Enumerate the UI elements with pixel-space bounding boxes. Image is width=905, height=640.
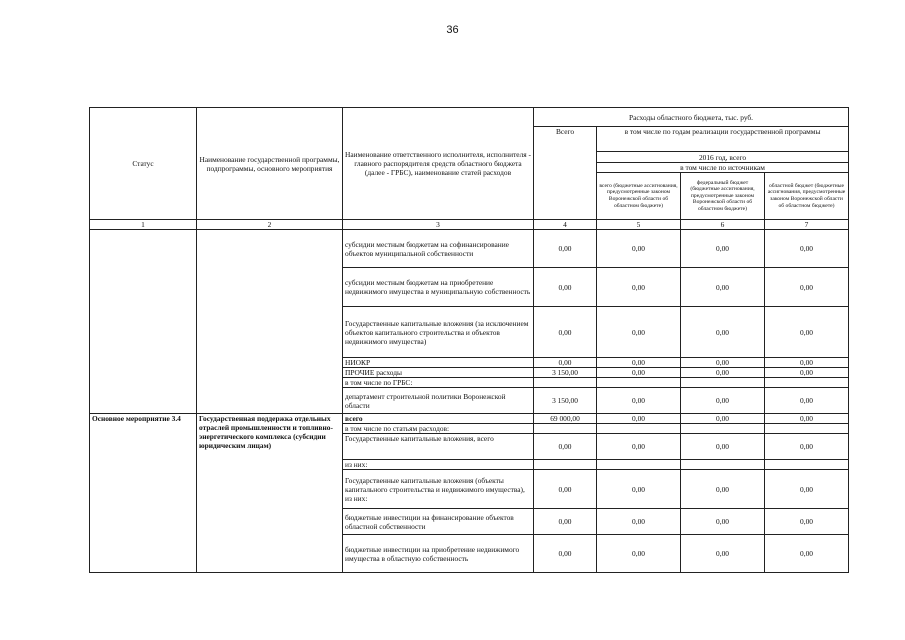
row-label: всего	[343, 414, 534, 424]
value-total: 0,00	[534, 268, 597, 307]
row-label: в том числе по статьям расходов:	[343, 424, 534, 434]
value-regional: 0,00	[765, 230, 849, 268]
value-regional	[765, 460, 849, 470]
value-regional	[765, 424, 849, 434]
value-all-sources: 0,00	[597, 434, 681, 460]
value-federal: 0,00	[681, 307, 765, 358]
header-src-federal: федеральный бюджет (бюджетные ассигнования, предусмотренные законом Воронежской области об областном бюджете)	[681, 173, 765, 220]
value-regional: 0,00	[765, 388, 849, 414]
value-total: 0,00	[534, 470, 597, 509]
value-federal: 0,00	[681, 368, 765, 378]
value-regional: 0,00	[765, 358, 849, 368]
header-row-1	[90, 108, 849, 127]
value-federal: 0,00	[681, 470, 765, 509]
value-total: 0,00	[534, 434, 597, 460]
row-label: Государственные капитальные вложения, всего	[343, 434, 534, 460]
value-total: 0,00	[534, 307, 597, 358]
row-label: Государственные капитальные вложения (за исключением объектов капитального строительства и объектов недвижимого имущества)	[343, 307, 534, 358]
value-all-sources: 0,00	[597, 535, 681, 573]
header-year: 2016 год, всего	[597, 152, 849, 163]
value-federal: 0,00	[681, 414, 765, 424]
table-row	[90, 230, 849, 268]
row-label: департамент строительной политики Воронежской области	[343, 388, 534, 414]
header-executor: Наименование ответственного исполнителя, исполнителя - главного распорядителя средств областного бюджета (далее - ГРБС), наименование статей расходов	[343, 108, 534, 220]
col-number: 4	[534, 220, 597, 230]
row-label: из них:	[343, 460, 534, 470]
header-by-sources: в том числе по источникам	[597, 163, 849, 173]
row-label: субсидии местным бюджетам на приобретение недвижимого имущества в муниципальную собственность	[343, 268, 534, 307]
measure-name: Государственная поддержка отдельных отраслей промышленности и топливно-энергетического комплекса (субсидии юридическим лицам)	[197, 414, 343, 573]
value-all-sources: 0,00	[597, 509, 681, 535]
row-label: бюджетные инвестиции на приобретение недвижимого имущества в областную собственность	[343, 535, 534, 573]
value-all-sources: 0,00	[597, 368, 681, 378]
header-expenses: Расходы областного бюджета, тыс. руб.	[534, 108, 849, 127]
col-number: 6	[681, 220, 765, 230]
value-total: 0,00	[534, 535, 597, 573]
value-total: 3 150,00	[534, 368, 597, 378]
value-regional	[765, 378, 849, 388]
value-total: 3 150,00	[534, 388, 597, 414]
row-label: субсидии местным бюджетам на софинансирование объектов муниципальной собственности	[343, 230, 534, 268]
value-total	[534, 424, 597, 434]
col-number: 5	[597, 220, 681, 230]
measure-status: Основное мероприятие 3.4	[90, 414, 197, 573]
value-federal	[681, 378, 765, 388]
value-all-sources: 0,00	[597, 307, 681, 358]
value-all-sources	[597, 378, 681, 388]
status-cell-empty	[90, 230, 197, 414]
value-total	[534, 460, 597, 470]
header-total: Всего	[534, 127, 597, 220]
value-regional: 0,00	[765, 307, 849, 358]
value-regional: 0,00	[765, 414, 849, 424]
value-regional: 0,00	[765, 470, 849, 509]
program-cell-empty	[197, 230, 343, 414]
col-number: 3	[343, 220, 534, 230]
value-all-sources: 0,00	[597, 230, 681, 268]
header-program-name: Наименование государственной программы, подпрограммы, основного мероприятия	[197, 108, 343, 220]
col-number: 7	[765, 220, 849, 230]
value-regional: 0,00	[765, 434, 849, 460]
value-all-sources: 0,00	[597, 358, 681, 368]
value-federal	[681, 460, 765, 470]
value-all-sources: 0,00	[597, 414, 681, 424]
row-label: НИОКР	[343, 358, 534, 368]
value-federal: 0,00	[681, 388, 765, 414]
value-federal: 0,00	[681, 268, 765, 307]
value-regional: 0,00	[765, 368, 849, 378]
value-federal: 0,00	[681, 434, 765, 460]
value-total: 0,00	[534, 230, 597, 268]
value-regional: 0,00	[765, 535, 849, 573]
value-total	[534, 378, 597, 388]
row-label: ПРОЧИЕ расходы	[343, 368, 534, 378]
header-src-all: всего (бюджетные ассигнования, предусмотренные законом Воронежской области об областном бюджете)	[597, 173, 681, 220]
value-all-sources: 0,00	[597, 268, 681, 307]
budget-table	[89, 107, 849, 573]
value-federal: 0,00	[681, 358, 765, 368]
row-label: Государственные капитальные вложения (объекты капитального строительства и недвижимого имущества), из них:	[343, 470, 534, 509]
value-federal: 0,00	[681, 230, 765, 268]
column-numbers-row	[90, 220, 849, 230]
header-status: Статус	[90, 108, 197, 220]
value-all-sources	[597, 460, 681, 470]
value-all-sources: 0,00	[597, 470, 681, 509]
value-all-sources: 0,00	[597, 388, 681, 414]
page-number: 36	[446, 24, 459, 36]
value-total: 0,00	[534, 358, 597, 368]
value-total: 69 000,00	[534, 414, 597, 424]
row-label: в том числе по ГРБС:	[343, 378, 534, 388]
header-src-regional: областной бюджет (бюджетные ассигнования, предусмотренные законом Воронежской области об областном бюджете)	[765, 173, 849, 220]
col-number: 2	[197, 220, 343, 230]
col-number: 1	[90, 220, 197, 230]
value-all-sources	[597, 424, 681, 434]
row-label: бюджетные инвестиции на финансирование объектов областной собственности	[343, 509, 534, 535]
value-federal: 0,00	[681, 509, 765, 535]
value-federal	[681, 424, 765, 434]
value-total: 0,00	[534, 509, 597, 535]
value-regional: 0,00	[765, 268, 849, 307]
table-row	[90, 414, 849, 424]
value-federal: 0,00	[681, 535, 765, 573]
value-regional: 0,00	[765, 509, 849, 535]
header-by-years: в том числе по годам реализации государственной программы	[597, 127, 849, 152]
